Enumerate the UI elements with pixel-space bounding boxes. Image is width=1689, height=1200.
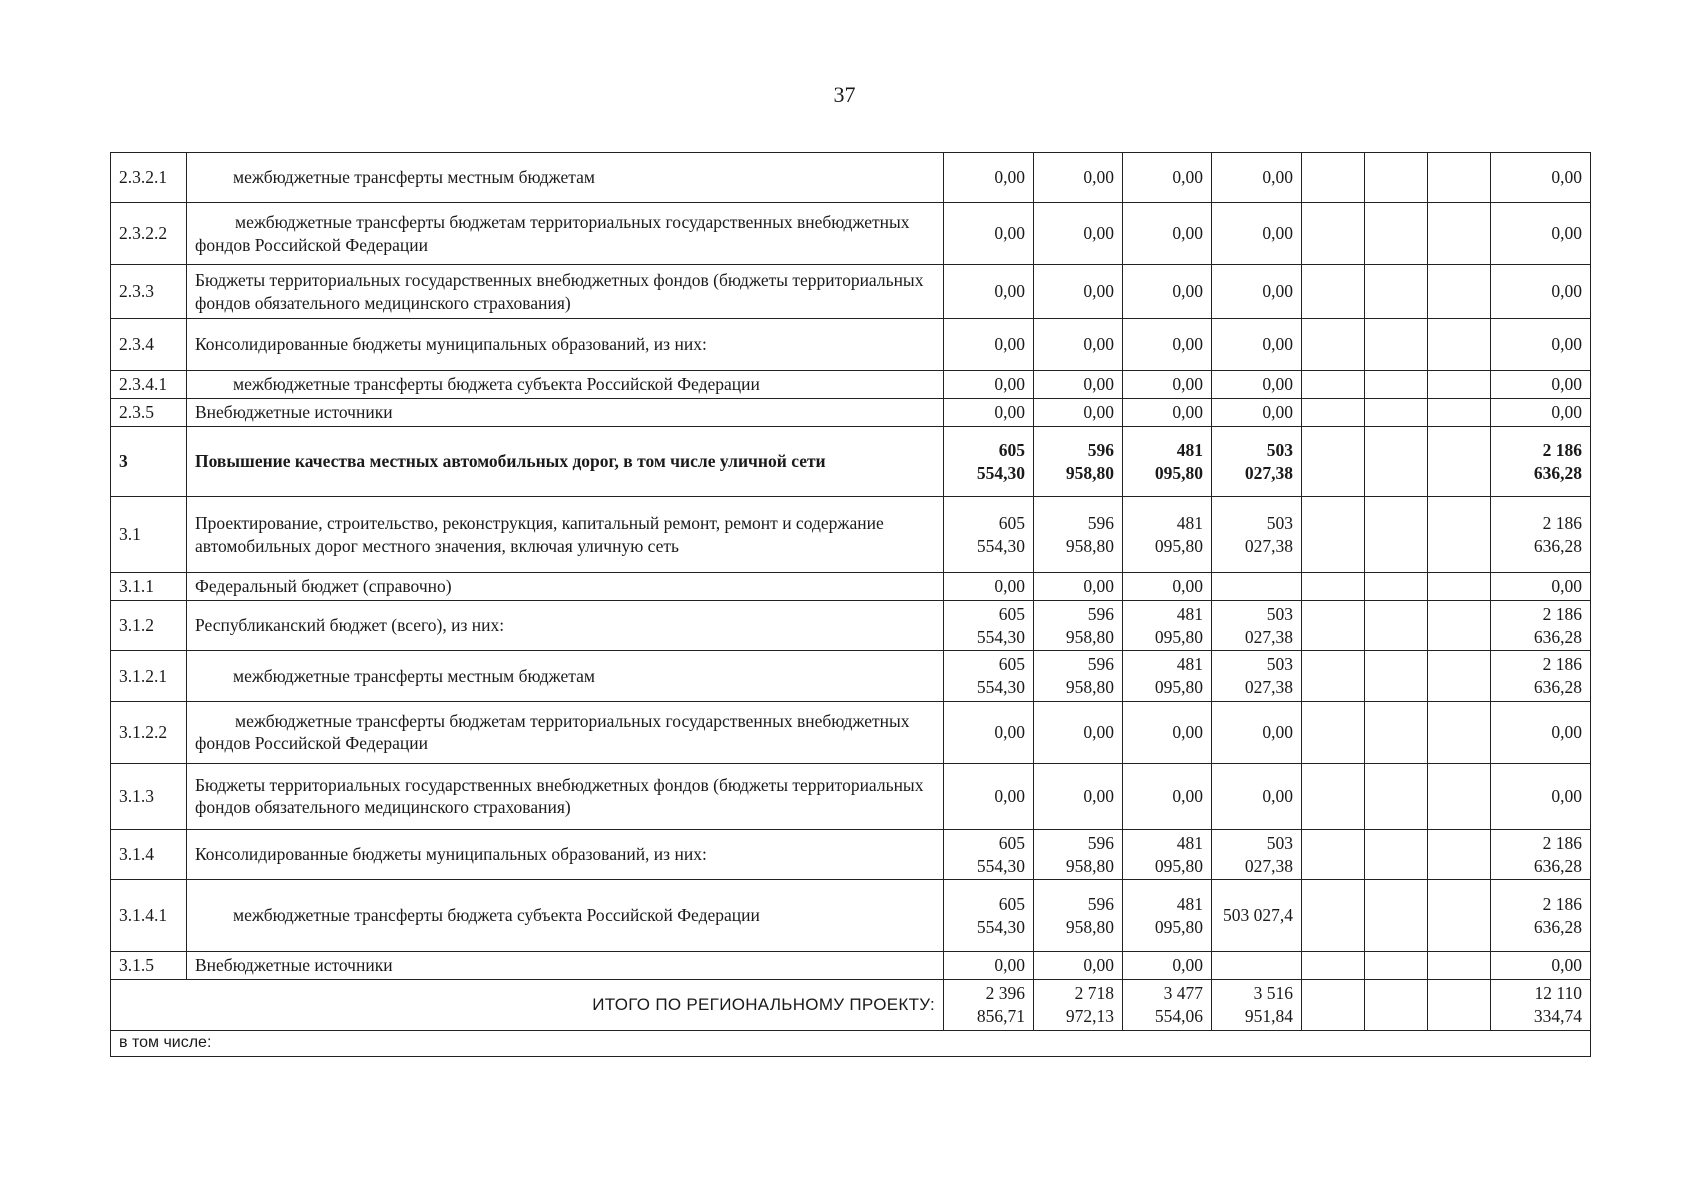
value-cell [1428,829,1491,880]
value-cell: 0,00 [1491,399,1591,427]
value-cell: 605 554,30 [944,600,1034,651]
value-cell [1302,427,1365,497]
value-cell: 0,00 [944,265,1034,319]
total-row [111,980,1591,1031]
value-cell [1365,203,1428,265]
row-name: Повышение качества местных автомобильных дорог, в том числе уличной сети [187,427,944,497]
value-cell: 0,00 [944,319,1034,371]
value-cell [1428,701,1491,763]
value-cell: 2 396 856,71 [944,980,1034,1031]
including-row [111,1030,1591,1056]
page-number: 37 [833,82,856,107]
value-cell: 0,00 [944,763,1034,829]
table-row [111,203,1591,265]
value-cell: 0,00 [1491,203,1591,265]
value-cell: 2 186 636,28 [1491,497,1591,573]
value-cell: 0,00 [1034,319,1123,371]
including-label: в том числе: [111,1030,1591,1056]
value-cell [1428,980,1491,1031]
table-row [111,371,1591,399]
value-cell: 503 027,38 [1212,427,1302,497]
value-cell [1302,319,1365,371]
row-name: Внебюджетные источники [187,952,944,980]
value-cell: 481 095,80 [1123,600,1212,651]
value-cell [1428,319,1491,371]
value-cell [1365,153,1428,203]
row-code: 2.3.2.2 [111,203,187,265]
value-cell: 12 110 334,74 [1491,980,1591,1031]
value-cell: 0,00 [1034,153,1123,203]
table-row [111,573,1591,601]
table-row [111,651,1591,702]
row-name: Бюджеты территориальных государственных внебюджетных фондов (бюджеты территориальных фондов обязательного медицинского страхования) [187,265,944,319]
value-cell: 0,00 [1491,763,1591,829]
value-cell [1428,399,1491,427]
value-cell [1428,153,1491,203]
value-cell: 0,00 [1034,763,1123,829]
value-cell: 0,00 [1123,265,1212,319]
value-cell [1365,265,1428,319]
value-cell: 0,00 [1034,203,1123,265]
value-cell: 481 095,80 [1123,880,1212,952]
value-cell [1302,701,1365,763]
table-row [111,319,1591,371]
value-cell [1212,952,1302,980]
table-row [111,399,1591,427]
value-cell: 2 186 636,28 [1491,829,1591,880]
value-cell [1428,497,1491,573]
value-cell [1365,651,1428,702]
value-cell [1428,265,1491,319]
row-code: 3.1.3 [111,763,187,829]
value-cell [1365,399,1428,427]
value-cell: 0,00 [1034,573,1123,601]
row-code: 3.1.2.1 [111,651,187,702]
row-name: межбюджетные трансферты бюджетам территориальных государственных внебюджетных фондов Российской Федерации [187,701,944,763]
value-cell [1365,829,1428,880]
value-cell: 596 958,80 [1034,880,1123,952]
value-cell [1428,427,1491,497]
row-name: Федеральный бюджет (справочно) [187,573,944,601]
value-cell [1428,880,1491,952]
value-cell: 605 554,30 [944,427,1034,497]
value-cell: 0,00 [944,701,1034,763]
value-cell: 503 027,38 [1212,600,1302,651]
value-cell: 0,00 [1123,399,1212,427]
value-cell: 0,00 [1123,319,1212,371]
table-row [111,497,1591,573]
value-cell [1428,952,1491,980]
value-cell [1365,880,1428,952]
value-cell [1302,203,1365,265]
table-row [111,763,1591,829]
row-name: Консолидированные бюджеты муниципальных образований, из них: [187,829,944,880]
value-cell [1302,980,1365,1031]
value-cell [1365,319,1428,371]
value-cell: 0,00 [1491,319,1591,371]
value-cell: 0,00 [1034,952,1123,980]
row-code: 3.1.5 [111,952,187,980]
value-cell [1365,763,1428,829]
value-cell: 605 554,30 [944,497,1034,573]
value-cell [1365,427,1428,497]
row-name: межбюджетные трансферты бюджета субъекта Российской Федерации [187,880,944,952]
value-cell: 0,00 [1123,153,1212,203]
table-row [111,427,1591,497]
row-name: межбюджетные трансферты местным бюджетам [187,651,944,702]
value-cell: 0,00 [1212,319,1302,371]
value-cell [1302,153,1365,203]
value-cell [1365,573,1428,601]
value-cell: 0,00 [1491,265,1591,319]
value-cell: 0,00 [1034,399,1123,427]
table-body [111,153,1591,1057]
row-code: 2.3.4.1 [111,371,187,399]
value-cell [1302,952,1365,980]
value-cell: 0,00 [1034,701,1123,763]
value-cell: 503 027,38 [1212,651,1302,702]
row-code: 2.3.2.1 [111,153,187,203]
value-cell [1302,600,1365,651]
value-cell [1365,497,1428,573]
value-cell: 2 186 636,28 [1491,651,1591,702]
value-cell [1428,371,1491,399]
row-code: 2.3.5 [111,399,187,427]
value-cell [1365,952,1428,980]
value-cell [1302,573,1365,601]
table-row [111,880,1591,952]
value-cell [1302,651,1365,702]
row-name: Бюджеты территориальных государственных внебюджетных фондов (бюджеты территориальных фондов обязательного медицинского страхования) [187,763,944,829]
value-cell: 596 958,80 [1034,829,1123,880]
value-cell: 0,00 [1491,153,1591,203]
value-cell: 2 186 636,28 [1491,880,1591,952]
row-code: 3.1.4 [111,829,187,880]
value-cell: 0,00 [944,153,1034,203]
value-cell: 3 477 554,06 [1123,980,1212,1031]
value-cell [1302,880,1365,952]
table-row [111,600,1591,651]
value-cell: 0,00 [1212,701,1302,763]
value-cell: 0,00 [1123,701,1212,763]
value-cell: 503 027,38 [1212,497,1302,573]
value-cell: 0,00 [1212,153,1302,203]
value-cell: 0,00 [1212,203,1302,265]
value-cell: 3 516 951,84 [1212,980,1302,1031]
value-cell: 0,00 [1034,371,1123,399]
row-name: межбюджетные трансферты бюджетам территориальных государственных внебюджетных фондов Российской Федерации [187,203,944,265]
table-row [111,952,1591,980]
value-cell: 0,00 [1491,573,1591,601]
table-row [111,701,1591,763]
value-cell: 605 554,30 [944,880,1034,952]
value-cell: 2 186 636,28 [1491,600,1591,651]
value-cell [1428,763,1491,829]
value-cell [1212,573,1302,601]
value-cell: 0,00 [1491,701,1591,763]
row-code: 3.1.4.1 [111,880,187,952]
row-code: 2.3.3 [111,265,187,319]
value-cell: 0,00 [944,203,1034,265]
value-cell: 0,00 [944,371,1034,399]
value-cell [1302,265,1365,319]
value-cell: 2 718 972,13 [1034,980,1123,1031]
value-cell: 596 958,80 [1034,497,1123,573]
value-cell [1302,763,1365,829]
table-row [111,829,1591,880]
value-cell: 0,00 [1212,399,1302,427]
value-cell: 605 554,30 [944,829,1034,880]
value-cell [1428,203,1491,265]
value-cell [1302,371,1365,399]
row-code: 3.1 [111,497,187,573]
row-code: 3.1.2.2 [111,701,187,763]
budget-table [110,152,1591,1057]
value-cell: 481 095,80 [1123,829,1212,880]
row-code: 3.1.2 [111,600,187,651]
value-cell: 0,00 [944,399,1034,427]
value-cell: 0,00 [1123,573,1212,601]
value-cell: 0,00 [1123,203,1212,265]
value-cell: 0,00 [944,573,1034,601]
row-name: Республиканский бюджет (всего), из них: [187,600,944,651]
total-label: ИТОГО ПО РЕГИОНАЛЬНОМУ ПРОЕКТУ: [111,980,944,1031]
value-cell [1302,829,1365,880]
row-name: Проектирование, строительство, реконструкция, капитальный ремонт, ремонт и содержание автомобильных дорог местного значения, включая уличную сеть [187,497,944,573]
value-cell [1365,980,1428,1031]
value-cell: 0,00 [1123,763,1212,829]
row-code: 2.3.4 [111,319,187,371]
value-cell [1365,371,1428,399]
value-cell: 0,00 [1034,265,1123,319]
table-row [111,265,1591,319]
value-cell: 0,00 [1212,371,1302,399]
value-cell: 0,00 [1491,952,1591,980]
row-code: 3.1.1 [111,573,187,601]
value-cell: 596 958,80 [1034,600,1123,651]
value-cell: 596 958,80 [1034,651,1123,702]
value-cell [1428,573,1491,601]
value-cell [1302,399,1365,427]
value-cell: 503 027,4 [1212,880,1302,952]
table-row [111,153,1591,203]
value-cell [1428,651,1491,702]
row-name: межбюджетные трансферты местным бюджетам [187,153,944,203]
value-cell: 0,00 [1123,952,1212,980]
value-cell [1302,497,1365,573]
value-cell: 596 958,80 [1034,427,1123,497]
value-cell: 481 095,80 [1123,497,1212,573]
row-code: 3 [111,427,187,497]
value-cell: 481 095,80 [1123,427,1212,497]
value-cell: 0,00 [1212,763,1302,829]
value-cell [1428,600,1491,651]
value-cell [1365,600,1428,651]
value-cell: 2 186 636,28 [1491,427,1591,497]
row-name: Консолидированные бюджеты муниципальных образований, из них: [187,319,944,371]
value-cell: 0,00 [1123,371,1212,399]
value-cell [1365,701,1428,763]
value-cell: 481 095,80 [1123,651,1212,702]
value-cell: 0,00 [1491,371,1591,399]
value-cell: 0,00 [944,952,1034,980]
row-name: межбюджетные трансферты бюджета субъекта Российской Федерации [187,371,944,399]
value-cell: 605 554,30 [944,651,1034,702]
row-name: Внебюджетные источники [187,399,944,427]
value-cell: 0,00 [1212,265,1302,319]
value-cell: 503 027,38 [1212,829,1302,880]
